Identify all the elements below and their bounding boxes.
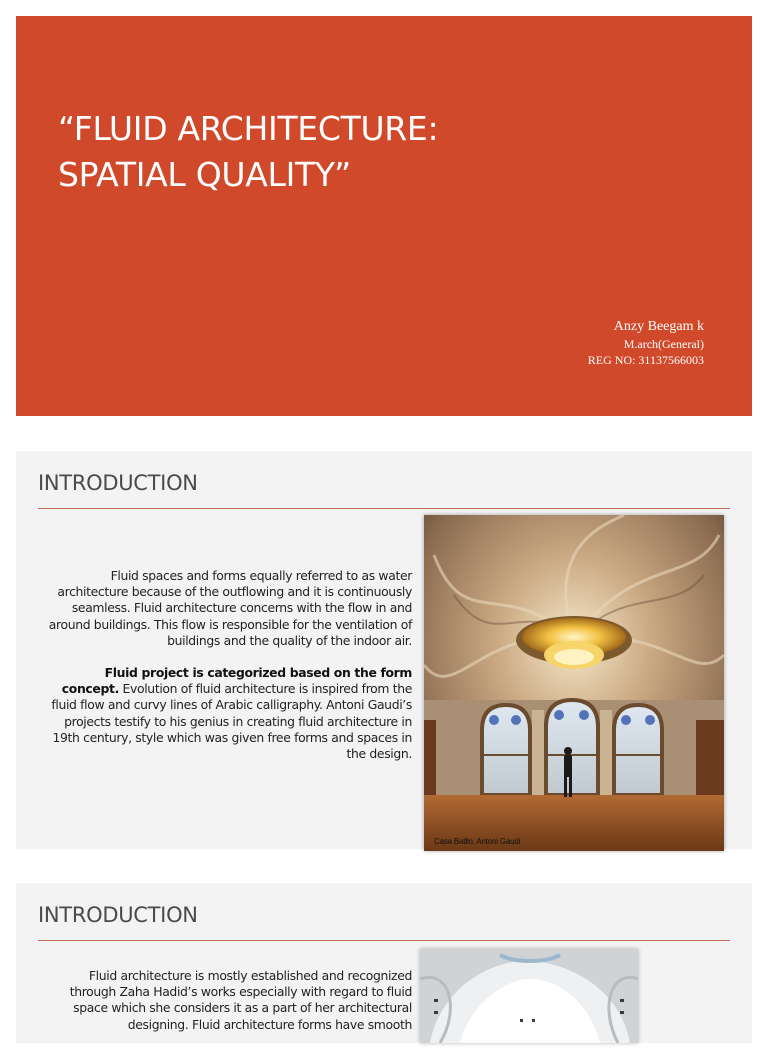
presentation-title: [58, 106, 438, 198]
zaha-hadid-interior-photo: [420, 949, 638, 1043]
photo-caption: Casa Batllo, Antoni Gaudi: [434, 837, 521, 846]
introduction-slide-2: [16, 883, 752, 1043]
slide-heading: INTRODUCTION: [38, 471, 198, 495]
title-line-2: SPATIAL QUALITY”: [58, 155, 351, 194]
intro-body-text: [46, 968, 412, 1049]
title-line-1: “FLUID ARCHITECTURE:: [58, 109, 439, 148]
intro-body-text: [46, 568, 412, 778]
intro-paragraph-2-bold: Fluid project is categorized based on the form concept.: [61, 665, 412, 697]
casa-batllo-photo: [424, 515, 724, 851]
introduction-slide-1: [16, 451, 752, 849]
intro-paragraph-2-rest: Evolution of fluid architecture is inspired from the fluid flow and curvy lines of Arabic calligraphy. Antoni Gaudi’s projects testify to his genius in creating fluid architecture in 19th century, style which was given free forms and spaces in the design.: [51, 681, 412, 762]
heading-divider: [38, 508, 730, 509]
author-block: [588, 318, 704, 368]
author-name: Anzy Beegam k: [613, 319, 704, 334]
intro-paragraph-2: [46, 665, 412, 762]
intro-paragraph-1: Fluid architecture is mostly established and recognized through Zaha Hadid’s works especially with regard to fluid space which she considers it as a part of her architectural designing. Fluid architecture forms have smooth: [69, 968, 412, 1032]
intro-paragraph-1: Fluid spaces and forms equally referred to as water architecture because of the outflowing and it is continuously seamless. Fluid architecture concerns with the flow in and around buildings. This flow is responsible for the ventilation of buildings and the quality of the indoor air.: [48, 568, 412, 648]
title-slide: [16, 16, 752, 416]
slide-heading: INTRODUCTION: [38, 903, 198, 927]
heading-divider: [38, 940, 730, 941]
author-reg-number: REG NO: 31137566003: [587, 353, 704, 367]
author-degree: M.arch(General): [623, 337, 704, 351]
